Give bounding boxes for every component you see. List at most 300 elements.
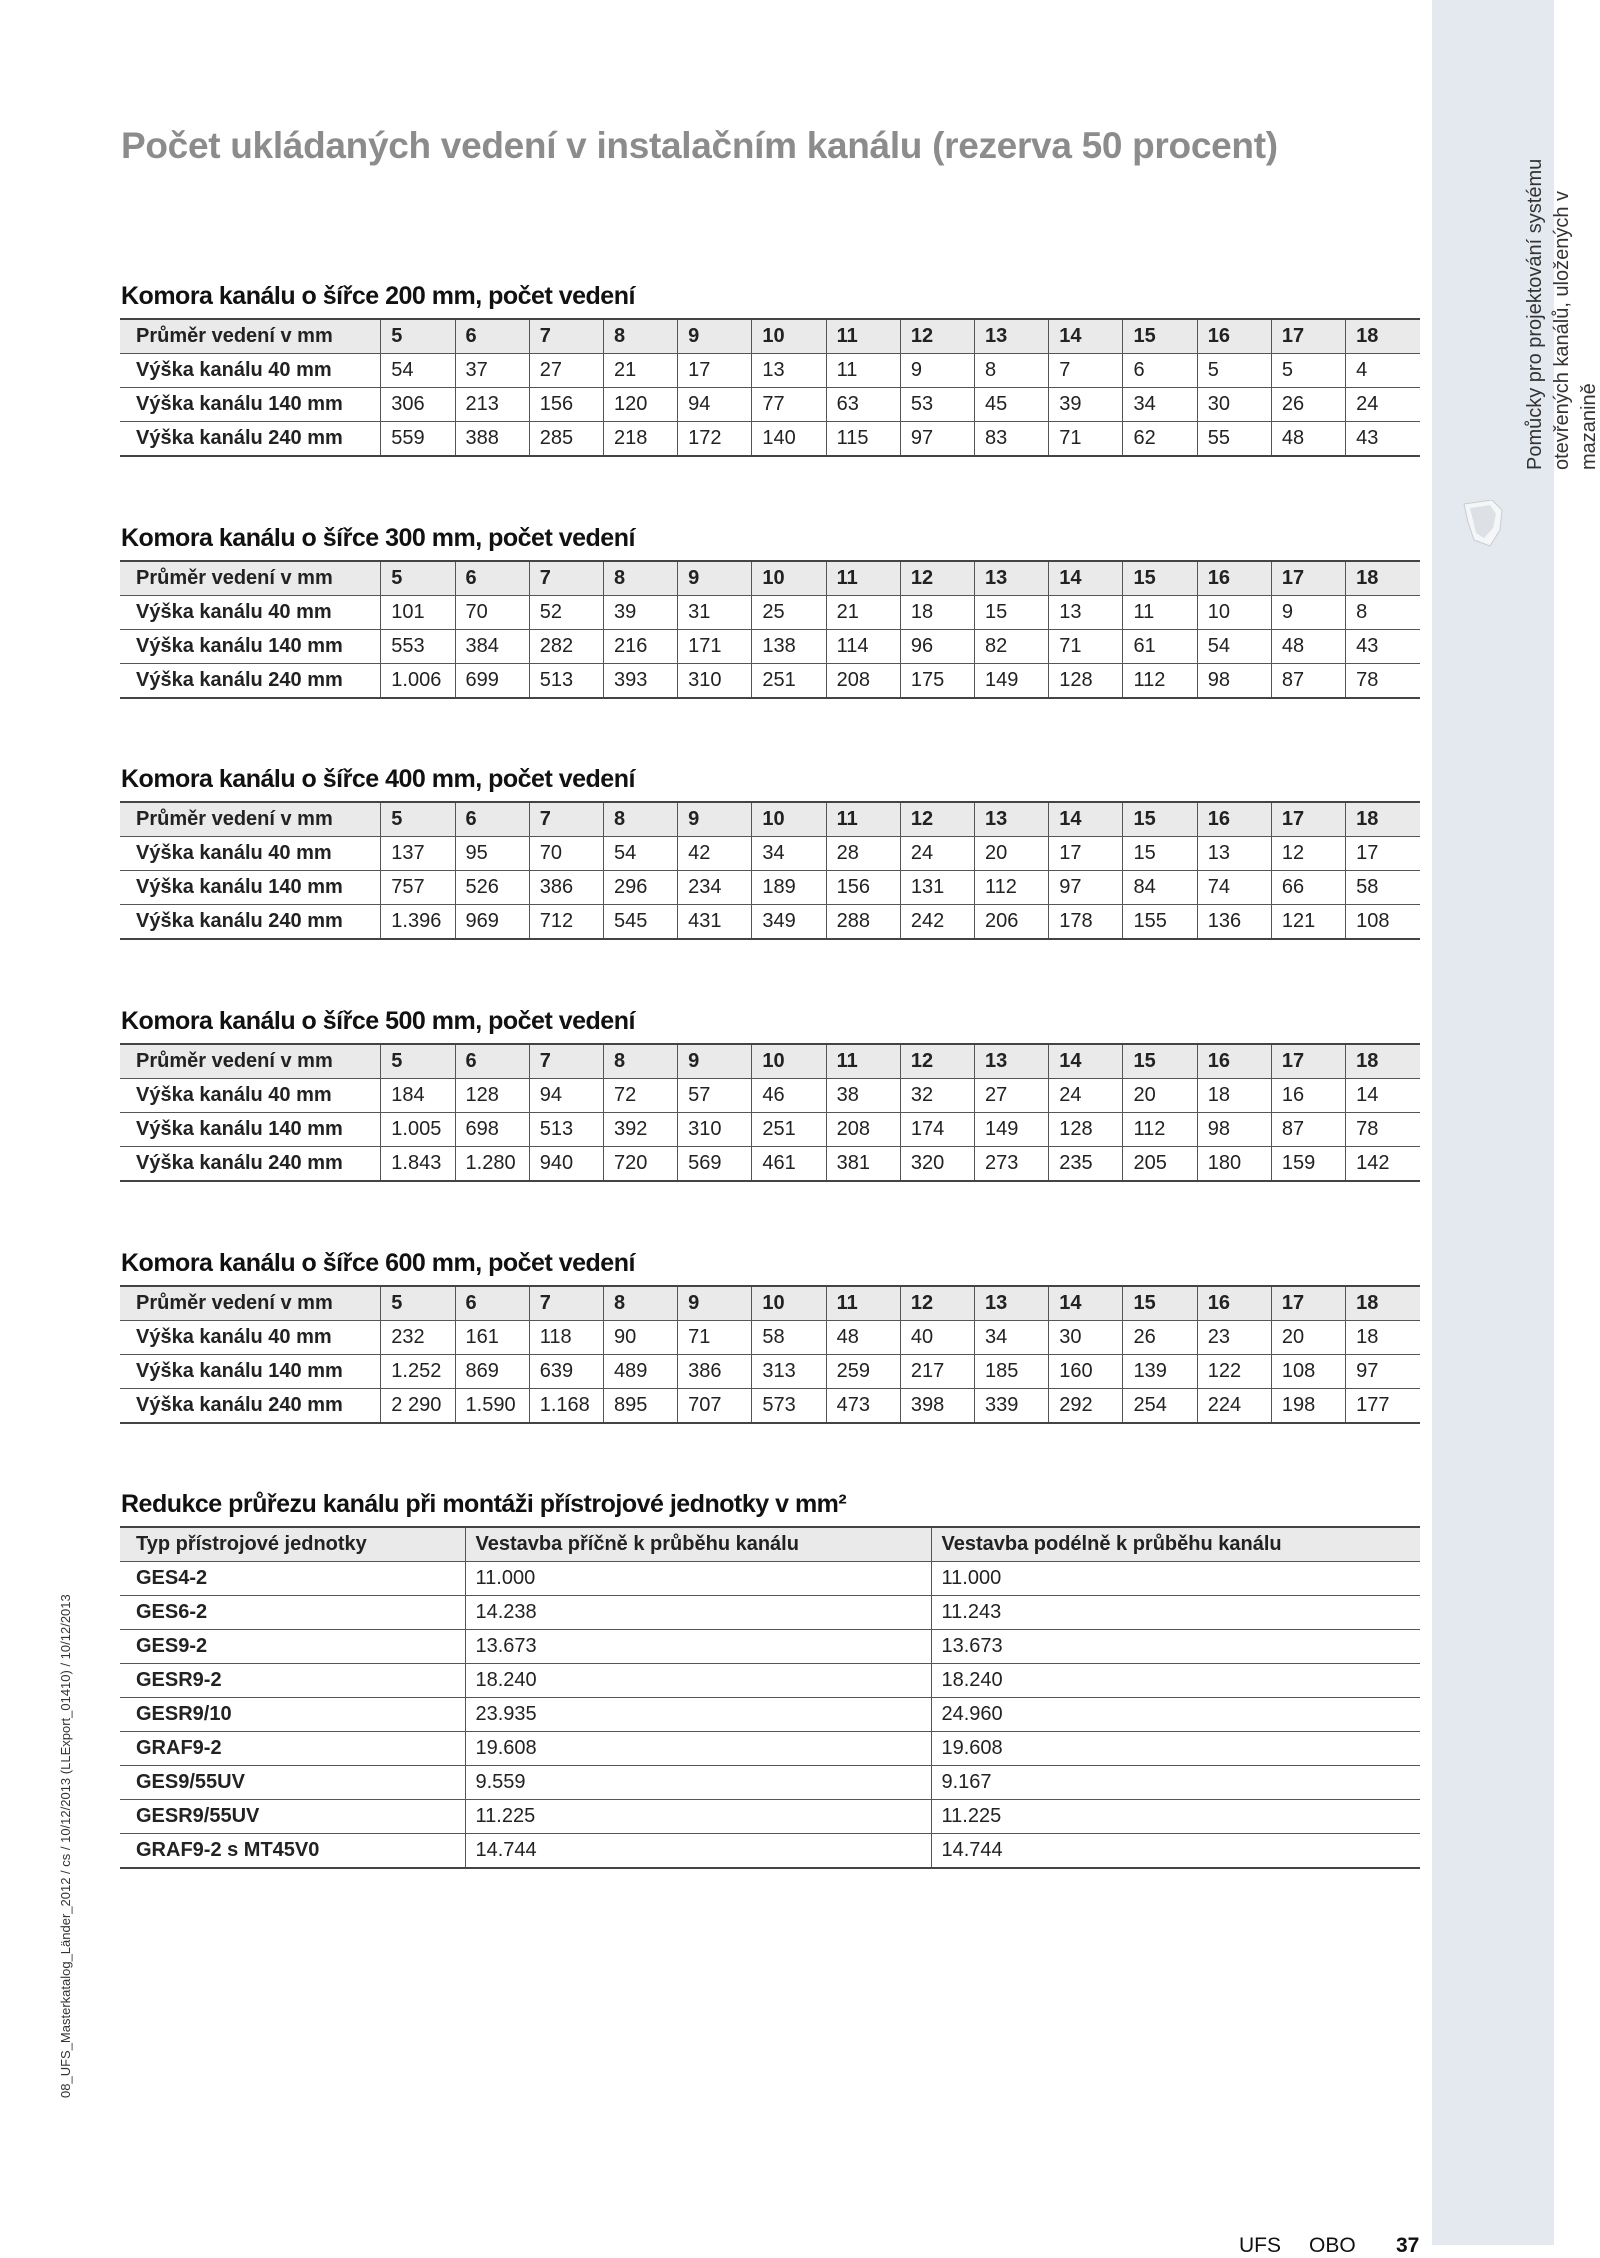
row-label: Výška kanálu 140 mm [120,1355,381,1389]
table-cell: 21 [826,596,900,630]
table-row [120,1355,1420,1389]
table-cell: 48 [1271,422,1345,457]
header-cell: 8 [603,802,677,837]
header-row-label: Typ přístrojové jednotky [120,1527,465,1562]
table-cell: 1.006 [381,664,455,699]
table-header-row [120,319,1420,354]
table-cell: 161 [455,1321,529,1355]
table-cell: 138 [752,630,826,664]
table-cell: 96 [900,630,974,664]
table-header-row [120,561,1420,596]
table-cell: 384 [455,630,529,664]
header-row-label: Průměr vedení v mm [120,319,381,354]
table-cell: 155 [1123,905,1197,940]
row-label: GES6-2 [120,1596,465,1630]
table-cell: 45 [975,388,1049,422]
side-section-line-3: mazanině [1578,383,1600,470]
table-cell: 122 [1197,1355,1271,1389]
table-cell: 98 [1197,664,1271,699]
header-cell: 10 [752,802,826,837]
table-cell: 136 [1197,905,1271,940]
print-metadata: 08_UFS_Masterkatalog_Länder_2012 / cs / 10/12/2013 (LLExport_01410) / 10/12/2013 [58,1594,73,2098]
table-cell: 388 [455,422,529,457]
header-cell: 18 [1346,802,1420,837]
table-cell: 131 [900,871,974,905]
header-cell: 16 [1197,561,1271,596]
table-cell: 282 [529,630,603,664]
table-cell: 24 [1049,1079,1123,1113]
table-cell: 895 [603,1389,677,1424]
header-cell: 11 [826,1286,900,1321]
table-cell: 14.744 [931,1834,1420,1869]
table-cell: 273 [975,1147,1049,1182]
table-cell: 28 [826,837,900,871]
table-cell: 62 [1123,422,1197,457]
table-cell: 172 [678,422,752,457]
table-cell: 12 [1271,837,1345,871]
table-row [120,1732,1420,1766]
header-cell: 11 [826,319,900,354]
table-cell: 128 [1049,1113,1123,1147]
table-cell: 251 [752,664,826,699]
table-row [120,1698,1420,1732]
row-label: GESR9/10 [120,1698,465,1732]
table-cell: 13 [1197,837,1271,871]
table-cell: 569 [678,1147,752,1182]
table-cell: 83 [975,422,1049,457]
table-cell: 386 [678,1355,752,1389]
table-cell: 217 [900,1355,974,1389]
table-cell: 72 [603,1079,677,1113]
table-cell: 15 [975,596,1049,630]
table-cell: 34 [752,837,826,871]
table-cell: 18 [1197,1079,1271,1113]
table-cell: 306 [381,388,455,422]
table-cell: 40 [900,1321,974,1355]
conductor-count-table-400mm [120,801,1420,940]
row-label: Výška kanálu 240 mm [120,1147,381,1182]
table-cell: 180 [1197,1147,1271,1182]
table-cell: 149 [975,664,1049,699]
table-cell: 13 [752,354,826,388]
header-cell: Vestavba podélně k průběhu kanálu [931,1527,1420,1562]
header-cell: 5 [381,1044,455,1079]
table-title-300mm: Komora kanálu o šířce 300 mm, počet vedení [121,524,635,552]
table-cell: 48 [1271,630,1345,664]
header-row-label: Průměr vedení v mm [120,561,381,596]
header-cell: 14 [1049,561,1123,596]
table-header-row [120,1044,1420,1079]
table-cell: 156 [529,388,603,422]
table-cell: 9.167 [931,1766,1420,1800]
header-cell: 17 [1271,1044,1345,1079]
header-cell: 11 [826,1044,900,1079]
table-cell: 9 [1271,596,1345,630]
header-cell: 12 [900,561,974,596]
conductor-count-table-500mm [120,1043,1420,1182]
table-cell: 13.673 [931,1630,1420,1664]
table-row [120,1630,1420,1664]
table-cell: 53 [900,388,974,422]
row-label: GES9-2 [120,1630,465,1664]
table-cell: 38 [826,1079,900,1113]
table-cell: 232 [381,1321,455,1355]
header-cell: 12 [900,1286,974,1321]
table-cell: 9.559 [465,1766,931,1800]
table-cell: 24 [1346,388,1420,422]
table-cell: 184 [381,1079,455,1113]
table-cell: 54 [1197,630,1271,664]
table-cell: 140 [752,422,826,457]
header-cell: 8 [603,1286,677,1321]
table-cell: 42 [678,837,752,871]
header-cell: 17 [1271,319,1345,354]
table-cell: 26 [1271,388,1345,422]
table-cell: 9 [900,354,974,388]
header-cell: Vestavba příčně k průběhu kanálu [465,1527,931,1562]
table-cell: 1.280 [455,1147,529,1182]
table-cell: 545 [603,905,677,940]
table-cell: 156 [826,871,900,905]
table-cell: 82 [975,630,1049,664]
header-cell: 17 [1271,561,1345,596]
header-cell: 8 [603,319,677,354]
table-row [120,905,1420,940]
table-cell: 6 [1123,354,1197,388]
conductor-count-table-600mm [120,1285,1420,1424]
table-row [120,1596,1420,1630]
header-cell: 7 [529,561,603,596]
table-cell: 712 [529,905,603,940]
table-cell: 34 [1123,388,1197,422]
header-cell: 16 [1197,1044,1271,1079]
table-cell: 87 [1271,1113,1345,1147]
header-cell: 10 [752,561,826,596]
table-cell: 118 [529,1321,603,1355]
table-cell: 15 [1123,837,1197,871]
table-cell: 24 [900,837,974,871]
row-label: GESR9/55UV [120,1800,465,1834]
table-cell: 54 [603,837,677,871]
table-cell: 639 [529,1355,603,1389]
table-cell: 101 [381,596,455,630]
table-cell: 159 [1271,1147,1345,1182]
header-cell: 9 [678,1044,752,1079]
header-cell: 10 [752,1286,826,1321]
table-cell: 526 [455,871,529,905]
table-cell: 386 [529,871,603,905]
table-cell: 208 [826,664,900,699]
table-row [120,422,1420,457]
table-cell: 171 [678,630,752,664]
table-cell: 137 [381,837,455,871]
table-header-row [120,1286,1420,1321]
table-cell: 71 [678,1321,752,1355]
table-cell: 54 [381,354,455,388]
table-cell: 71 [1049,630,1123,664]
row-label: GRAF9-2 [120,1732,465,1766]
header-cell: 12 [900,319,974,354]
header-cell: 13 [975,319,1049,354]
table-cell: 393 [603,664,677,699]
table-cell: 698 [455,1113,529,1147]
header-cell: 6 [455,319,529,354]
header-cell: 14 [1049,319,1123,354]
table-cell: 27 [529,354,603,388]
table-cell: 108 [1346,905,1420,940]
table-cell: 7 [1049,354,1123,388]
table-cell: 30 [1049,1321,1123,1355]
table-cell: 310 [678,1113,752,1147]
row-label: GES9/55UV [120,1766,465,1800]
table-cell: 381 [826,1147,900,1182]
table-cell: 20 [975,837,1049,871]
header-cell: 17 [1271,1286,1345,1321]
header-cell: 18 [1346,319,1420,354]
row-label: Výška kanálu 240 mm [120,1389,381,1424]
table-cell: 392 [603,1113,677,1147]
table-cell: 1.005 [381,1113,455,1147]
table-cell: 18.240 [931,1664,1420,1698]
table-cell: 339 [975,1389,1049,1424]
table-cell: 112 [975,871,1049,905]
table-row [120,1079,1420,1113]
header-cell: 15 [1123,1044,1197,1079]
reduction-table [120,1526,1420,1869]
table-cell: 320 [900,1147,974,1182]
table-cell: 513 [529,664,603,699]
table-cell: 26 [1123,1321,1197,1355]
table-cell: 120 [603,388,677,422]
header-cell: 6 [455,802,529,837]
header-cell: 16 [1197,802,1271,837]
table-cell: 177 [1346,1389,1420,1424]
table-cell: 84 [1123,871,1197,905]
table-cell: 17 [1346,837,1420,871]
table-cell: 94 [678,388,752,422]
table-cell: 34 [975,1321,1049,1355]
table-title-400mm: Komora kanálu o šířce 400 mm, počet vedení [121,765,635,793]
table-header-row [120,1527,1420,1562]
header-cell: 13 [975,1044,1049,1079]
table-cell: 178 [1049,905,1123,940]
header-cell: 14 [1049,802,1123,837]
table-cell: 2 290 [381,1389,455,1424]
table-cell: 1.252 [381,1355,455,1389]
table-cell: 11.000 [931,1562,1420,1596]
row-label: Výška kanálu 40 mm [120,837,381,871]
table-cell: 21 [603,354,677,388]
table-title-600mm: Komora kanálu o šířce 600 mm, počet vedení [121,1249,635,1277]
row-label: Výška kanálu 40 mm [120,1079,381,1113]
table-cell: 70 [529,837,603,871]
table-cell: 112 [1123,1113,1197,1147]
table-cell: 185 [975,1355,1049,1389]
row-label: Výška kanálu 40 mm [120,1321,381,1355]
table-cell: 16 [1271,1079,1345,1113]
header-cell: 15 [1123,1286,1197,1321]
table-cell: 20 [1123,1079,1197,1113]
table-cell: 461 [752,1147,826,1182]
table-cell: 292 [1049,1389,1123,1424]
header-cell: 15 [1123,319,1197,354]
table-cell: 10 [1197,596,1271,630]
row-label: Výška kanálu 140 mm [120,388,381,422]
table-cell: 95 [455,837,529,871]
table-cell: 70 [455,596,529,630]
table-cell: 58 [1346,871,1420,905]
table-cell: 216 [603,630,677,664]
header-cell: 16 [1197,1286,1271,1321]
table-cell: 259 [826,1355,900,1389]
header-cell: 9 [678,802,752,837]
header-cell: 7 [529,1044,603,1079]
table-cell: 174 [900,1113,974,1147]
table-row [120,596,1420,630]
table-cell: 11.225 [465,1800,931,1834]
table-cell: 573 [752,1389,826,1424]
table-cell: 242 [900,905,974,940]
table-cell: 39 [603,596,677,630]
table-cell: 14 [1346,1079,1420,1113]
table-row [120,1834,1420,1869]
table-row [120,1766,1420,1800]
table-cell: 160 [1049,1355,1123,1389]
table-cell: 224 [1197,1389,1271,1424]
header-cell: 5 [381,561,455,596]
header-cell: 12 [900,1044,974,1079]
table-cell: 398 [900,1389,974,1424]
table-cell: 90 [603,1321,677,1355]
table-cell: 13.673 [465,1630,931,1664]
table-cell: 43 [1346,630,1420,664]
row-label: Výška kanálu 240 mm [120,664,381,699]
row-label: Výška kanálu 140 mm [120,871,381,905]
table-cell: 19.608 [465,1732,931,1766]
table-cell: 61 [1123,630,1197,664]
conductor-count-table-200mm [120,318,1420,457]
table-row [120,664,1420,699]
table-cell: 489 [603,1355,677,1389]
table-cell: 71 [1049,422,1123,457]
table-header-row [120,802,1420,837]
table-cell: 349 [752,905,826,940]
table-cell: 77 [752,388,826,422]
table-cell: 114 [826,630,900,664]
table-cell: 189 [752,871,826,905]
header-cell: 10 [752,319,826,354]
table-cell: 707 [678,1389,752,1424]
table-cell: 97 [1049,871,1123,905]
table-cell: 32 [900,1079,974,1113]
table-cell: 559 [381,422,455,457]
table-cell: 14.744 [465,1834,931,1869]
table-cell: 4 [1346,354,1420,388]
table-cell: 23.935 [465,1698,931,1732]
table-cell: 254 [1123,1389,1197,1424]
table-cell: 205 [1123,1147,1197,1182]
table-cell: 11.225 [931,1800,1420,1834]
table-cell: 175 [900,664,974,699]
row-label: Výška kanálu 140 mm [120,1113,381,1147]
table-row [120,1562,1420,1596]
table-title-500mm: Komora kanálu o šířce 500 mm, počet vedení [121,1007,635,1035]
row-label: GES4-2 [120,1562,465,1596]
table-cell: 98 [1197,1113,1271,1147]
table-row [120,1664,1420,1698]
header-cell: 16 [1197,319,1271,354]
header-cell: 5 [381,319,455,354]
header-cell: 11 [826,802,900,837]
table-row [120,1800,1420,1834]
table-cell: 37 [455,354,529,388]
table-cell: 206 [975,905,1049,940]
header-cell: 13 [975,802,1049,837]
table-row [120,1321,1420,1355]
table-cell: 288 [826,905,900,940]
table-row [120,388,1420,422]
table-cell: 235 [1049,1147,1123,1182]
table-cell: 94 [529,1079,603,1113]
table-cell: 46 [752,1079,826,1113]
footer-company: OBO [1309,2234,1356,2257]
table-cell: 313 [752,1355,826,1389]
header-cell: 9 [678,319,752,354]
table-cell: 213 [455,388,529,422]
table-cell: 78 [1346,1113,1420,1147]
header-cell: 5 [381,1286,455,1321]
row-label: Výška kanálu 140 mm [120,630,381,664]
table-cell: 66 [1271,871,1345,905]
table-cell: 43 [1346,422,1420,457]
table-cell: 699 [455,664,529,699]
table-cell: 142 [1346,1147,1420,1182]
table-cell: 198 [1271,1389,1345,1424]
table-cell: 52 [529,596,603,630]
row-label: GESR9-2 [120,1664,465,1698]
table-cell: 513 [529,1113,603,1147]
table-cell: 97 [1346,1355,1420,1389]
table-cell: 121 [1271,905,1345,940]
table-row [120,630,1420,664]
header-cell: 6 [455,1044,529,1079]
section-thumbnail-icon [1462,500,1504,548]
table-cell: 149 [975,1113,1049,1147]
table-row [120,1147,1420,1182]
header-cell: 6 [455,1286,529,1321]
header-cell: 10 [752,1044,826,1079]
table-cell: 11 [826,354,900,388]
table-cell: 234 [678,871,752,905]
header-cell: 13 [975,1286,1049,1321]
table-row [120,871,1420,905]
header-cell: 13 [975,561,1049,596]
table-cell: 757 [381,871,455,905]
table-cell: 18.240 [465,1664,931,1698]
table-cell: 969 [455,905,529,940]
table-cell: 310 [678,664,752,699]
reduction-table-title: Redukce průřezu kanálu při montáži přístrojové jednotky v mm² [121,1490,847,1518]
table-cell: 1.168 [529,1389,603,1424]
table-cell: 251 [752,1113,826,1147]
table-cell: 8 [975,354,1049,388]
table-cell: 940 [529,1147,603,1182]
header-cell: 6 [455,561,529,596]
row-label: Výška kanálu 240 mm [120,905,381,940]
table-cell: 78 [1346,664,1420,699]
table-cell: 108 [1271,1355,1345,1389]
table-row [120,354,1420,388]
